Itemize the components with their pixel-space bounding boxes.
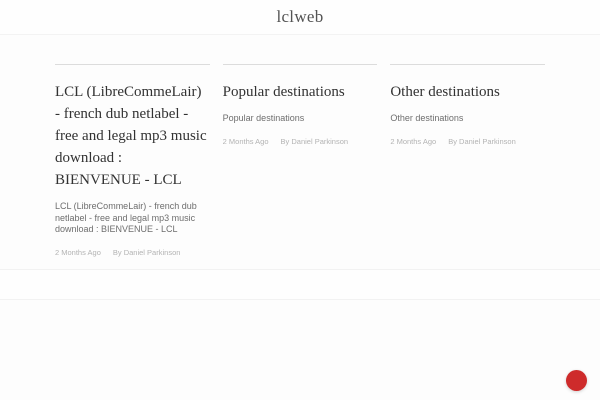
post-meta: [55, 248, 210, 257]
post-author[interactable]: By Daniel Parkinson: [280, 136, 349, 146]
post-author[interactable]: By Daniel Parkinson: [448, 136, 516, 146]
post-excerpt: Other destinations: [390, 113, 464, 123]
post-date[interactable]: 2 Months Ago: [222, 136, 269, 146]
site-title-link[interactable]: lclweb: [276, 7, 324, 26]
post-card: [223, 64, 378, 262]
main-content: [55, 64, 545, 262]
post-card: [390, 64, 545, 262]
post-card: [55, 64, 210, 262]
post-author[interactable]: By Daniel Parkinson: [112, 247, 181, 257]
post-meta: [223, 137, 378, 146]
post-date[interactable]: 2 Months Ago: [55, 247, 101, 257]
site-header: [0, 0, 600, 35]
post-title-link[interactable]: Other destinations: [390, 84, 500, 100]
post-title-link[interactable]: Popular destinations: [222, 84, 345, 100]
scroll-top-button[interactable]: [566, 370, 587, 391]
post-title-link[interactable]: LCL (LibreCommeLair) - french dub netlabel - free and legal mp3 music download : BIENVENUE - LCL: [55, 84, 207, 188]
post-excerpt: Popular destinations: [222, 113, 305, 123]
post-date[interactable]: 2 Months Ago: [390, 136, 437, 146]
footer-widget-band: [0, 269, 600, 300]
post-excerpt: LCL (LibreCommeLair) - french dub netlabel - free and legal mp3 music download : BIENVENUE - LCL: [55, 201, 197, 234]
post-meta: [390, 137, 545, 146]
